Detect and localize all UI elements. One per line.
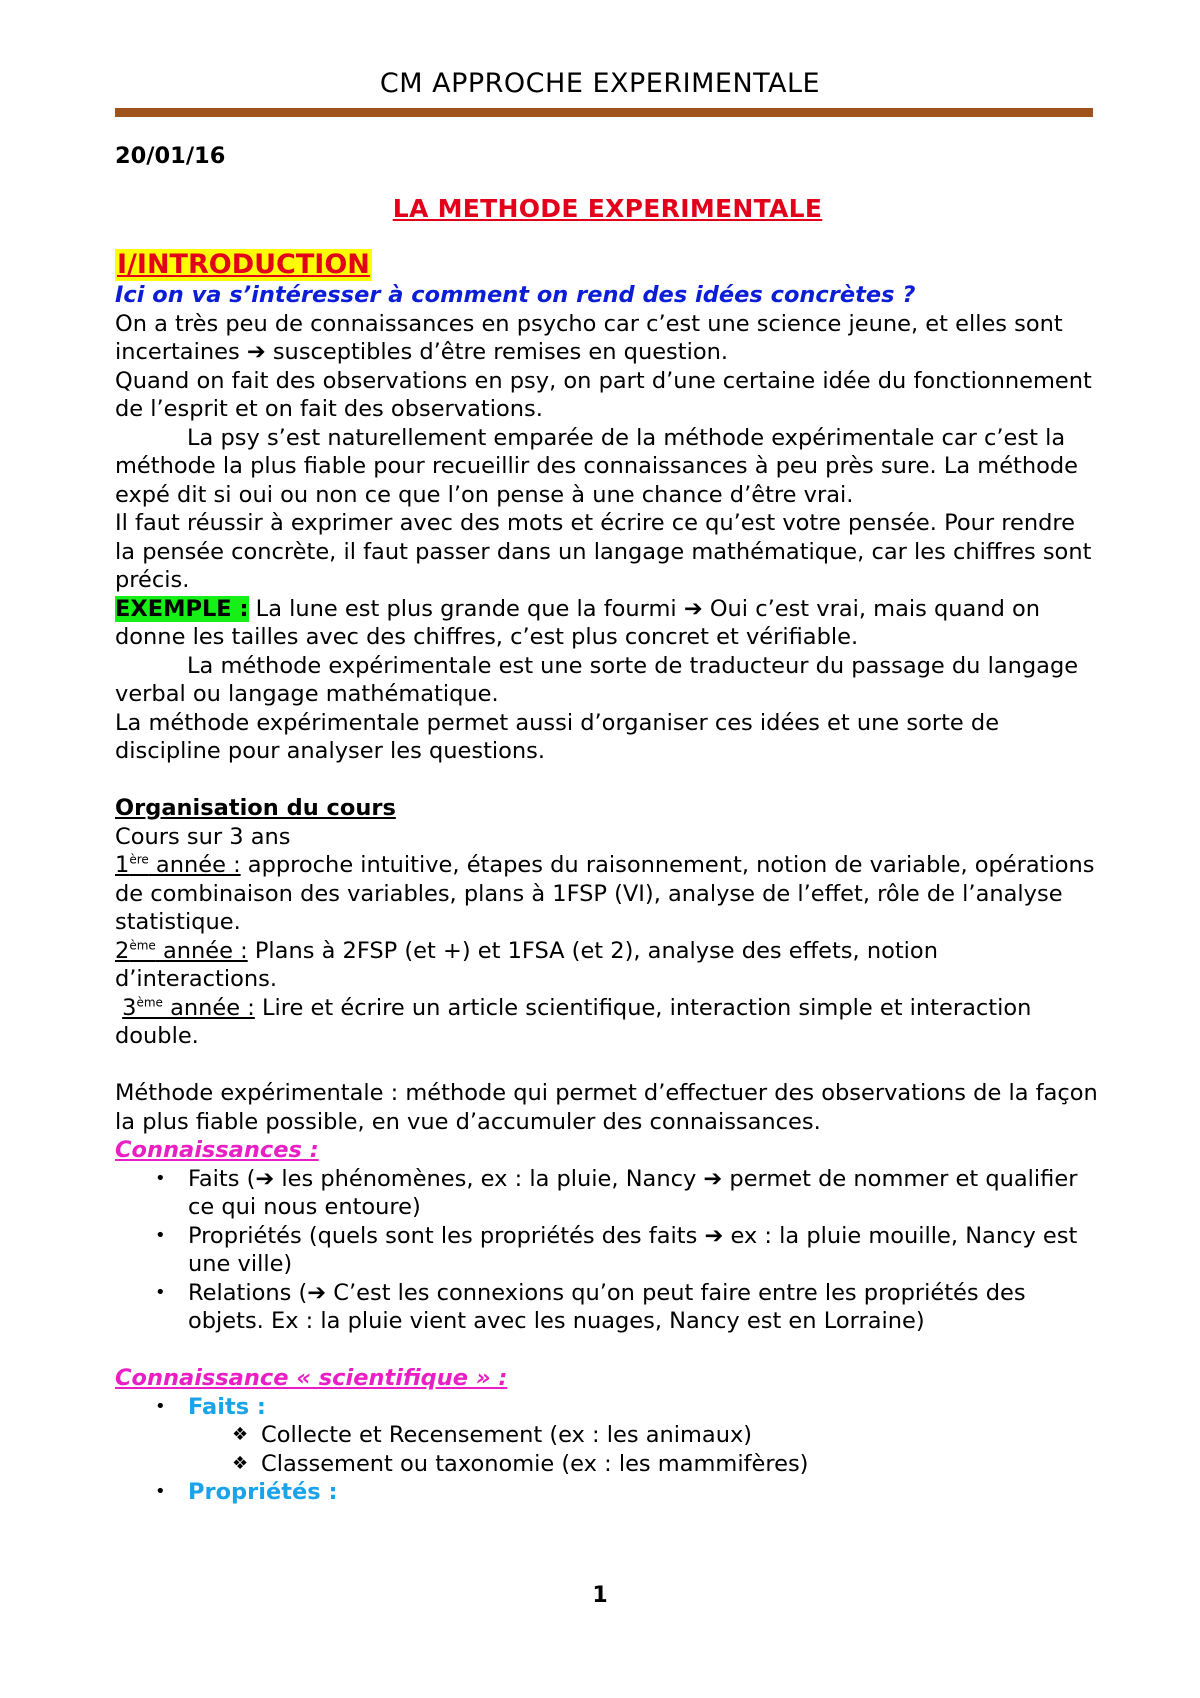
paragraph-6: La méthode expérimentale permet aussi d’organiser ces idées et une sorte de discipline pour analyser les questions. (115, 709, 1000, 764)
organisation-title: Organisation du cours (115, 795, 396, 821)
spacer (115, 1336, 1100, 1365)
year-2 (115, 937, 1100, 994)
paragraph-1-text: On a très peu de connaissances en psycho car c’est une science jeune, et elles sont incertaines (115, 310, 1063, 365)
bullet-icon: • (155, 1167, 166, 1189)
example-paragraph (115, 595, 1100, 652)
section-title: I/INTRODUCTION (117, 249, 370, 280)
year-label: année : (148, 852, 241, 878)
sub-list-item (115, 1450, 1100, 1479)
year-number: 3 (122, 994, 137, 1021)
arrow-icon: ➔ (703, 1165, 723, 1192)
bullet-icon: • (155, 1224, 166, 1246)
paragraph-5: La méthode expérimentale est une sorte de traducteur du passage du langage verbal ou langage mathématique. (115, 652, 1079, 707)
example-text: La lune est plus grande que la fourmi (248, 595, 684, 622)
diamond-bullet-icon: ❖ (232, 1452, 249, 1474)
organisation-intro: Cours sur 3 ans (115, 823, 291, 850)
connaissance-scientifique-title: Connaissance « scientifique » : (115, 1365, 508, 1391)
sub-list-item-text: Classement ou taxonomie (ex : les mammifères) (261, 1450, 809, 1477)
list-item-text: Faits ( (188, 1165, 256, 1192)
proprietes-label: Propriétés : (188, 1479, 338, 1505)
year-number: 2 (115, 937, 130, 964)
connaissances-list (115, 1165, 1100, 1336)
year-suffix: ère (129, 852, 149, 867)
section-heading-row (115, 249, 1100, 281)
year-2-label (115, 938, 248, 964)
diamond-bullet-icon: ❖ (232, 1424, 249, 1445)
paragraph-1-text-end: susceptibles d’être remises en question. (265, 339, 729, 365)
paragraph-4: Il faut réussir à exprimer avec des mots et écrire ce qu’est votre pensée. Pour rendre la pensée concrète, il faut passer dans un langage mathématique, car les chiffres sont précis. (115, 510, 1092, 593)
year-suffix: ème (136, 995, 163, 1009)
scientifique-list (115, 1393, 1100, 1507)
arrow-icon: ➔ (683, 595, 703, 622)
main-title: LA METHODE EXPERIMENTALE (392, 193, 823, 223)
bullet-icon: • (155, 1395, 166, 1417)
bullet-icon: • (155, 1281, 166, 1303)
list-item-text: Relations ( (188, 1279, 308, 1306)
list-item (115, 1279, 1100, 1336)
list-item-text: Propriétés (quels sont les propriétés des faits (188, 1222, 705, 1249)
sub-list-item (115, 1421, 1100, 1450)
list-item-proprietes (115, 1478, 1100, 1507)
year-1 (115, 851, 1100, 937)
arrow-icon: ➔ (307, 1279, 327, 1306)
paragraph-2: Quand on fait des observations en psy, on part d’une certaine idée du fonctionnement de l’esprit et on fait des observations. (115, 367, 1092, 422)
spacer (115, 1051, 1100, 1080)
bullet-icon: • (155, 1481, 166, 1502)
example-label: EXEMPLE : (115, 595, 249, 622)
list-item (115, 1165, 1100, 1222)
page-number: 1 (592, 1583, 608, 1608)
arrow-icon: ➔ (255, 1165, 275, 1192)
list-item (115, 1222, 1100, 1279)
arrow-icon: ➔ (704, 1222, 724, 1249)
sub-list-item-text: Collecte et Recensement (ex : les animaux) (261, 1422, 753, 1448)
year-number: 1 (115, 852, 130, 878)
lecture-date: 20/01/16 (115, 143, 226, 169)
year-3 (115, 994, 1100, 1051)
arrow-icon: ➔ (246, 339, 266, 365)
year-3-text: Lire et écrire un article scientifique, interaction simple et interaction double. (115, 994, 1032, 1049)
paragraph-3: La psy s’est naturellement emparée de la méthode expérimentale car c’est la méthode la plus fiable pour recueillir des connaissances à peu près sure. La méthode expé dit si oui ou non ce que l’on pense à une chance d’être vrai. (115, 424, 1079, 508)
year-suffix: ème (129, 938, 156, 952)
year-2-text: Plans à 2FSP (et +) et 1FSA (et 2), analyse des effets, notion d’interactions. (115, 937, 938, 992)
year-1-text: approche intuitive, étapes du raisonnement, notion de variable, opérations de combinaison des variables, plans à 1FSP (VI), analyse de l’effet, rôle de l’analyse statistique. (115, 852, 1095, 935)
year-label: année : (162, 994, 255, 1021)
paragraph-1 (115, 310, 1100, 367)
list-item-text: les phénomènes, ex : la pluie, Nancy (274, 1165, 704, 1192)
list-item-text: permet de nommer et qualifier ce qui nous entoure) (188, 1165, 1078, 1220)
faits-label: Faits : (188, 1393, 266, 1420)
spacer (115, 766, 1100, 795)
year-label: année : (155, 937, 248, 964)
example-text-end: Oui c’est vrai, mais quand on donne les tailles avec des chiffres, c’est plus concret et vérifiable. (115, 595, 1041, 650)
list-item-faits (115, 1393, 1100, 1479)
year-3-label (122, 995, 255, 1021)
methode-definition: Méthode expérimentale : méthode qui permet d’effectuer des observations de la façon la plus fiable possible, en vue d’accumuler des connaissances. (115, 1080, 1098, 1135)
list-item-text: ex : la pluie mouille, Nancy est une ville) (188, 1222, 1078, 1277)
header-title: CM APPROCHE EXPERIMENTALE (379, 68, 821, 99)
list-item-text: C’est les connexions qu’on peut faire entre les propriétés des objets. Ex : la pluie vient avec les nuages, Nancy est en Lorraine) (188, 1279, 1026, 1334)
lead-question: Ici on va s’intéresser à comment on rend des idées concrètes ? (115, 282, 916, 308)
document-body (115, 142, 1100, 1507)
faits-sublist (188, 1421, 1100, 1478)
connaissances-title: Connaissances : (115, 1137, 319, 1163)
year-1-label (115, 852, 241, 878)
header-divider (115, 108, 1093, 117)
